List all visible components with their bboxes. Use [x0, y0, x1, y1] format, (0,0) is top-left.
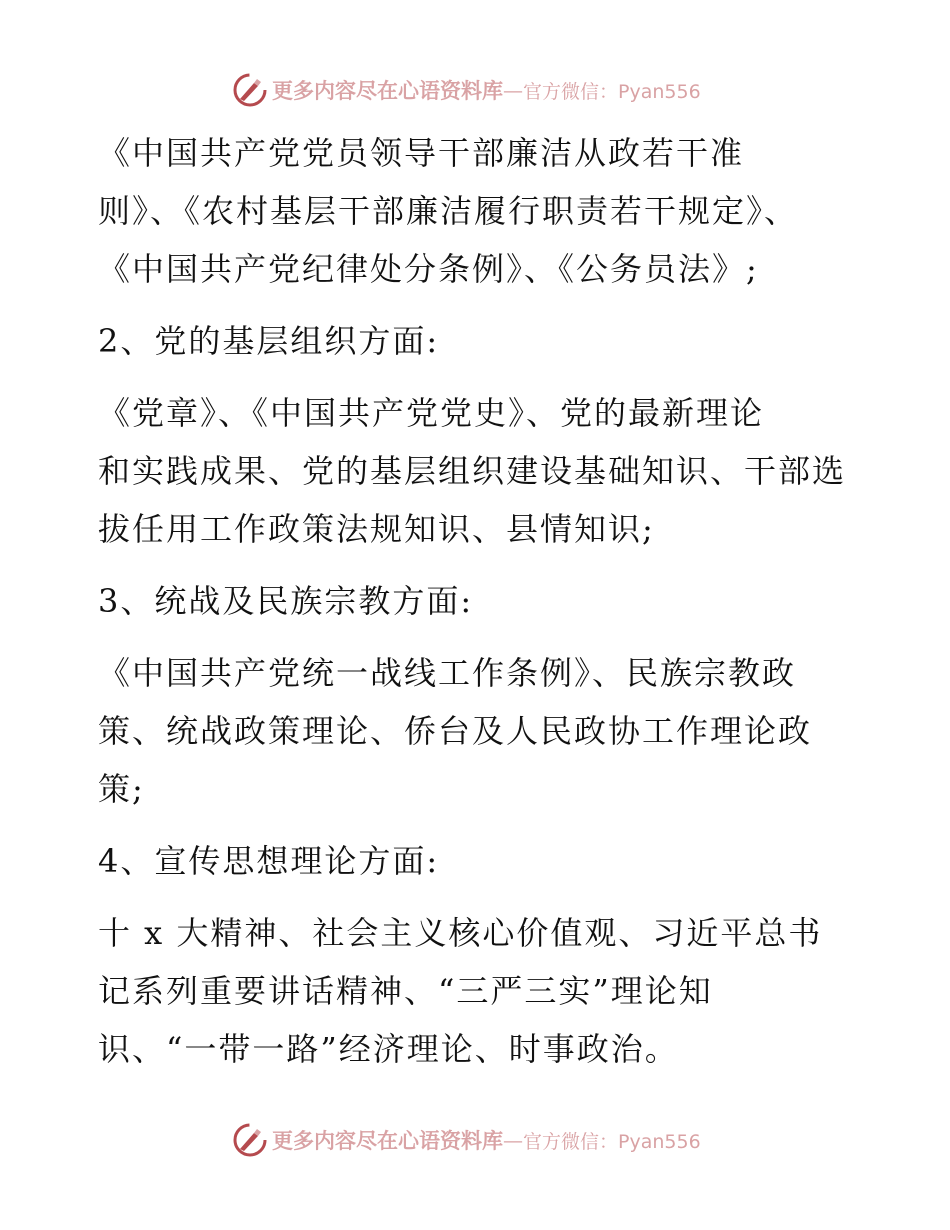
- paragraph-party-organization: [98, 384, 898, 558]
- heading-text: 2、党的基层组织方面:: [98, 322, 440, 360]
- text-line: 《中国共产党纪律处分条例》、《公务员法》;: [98, 250, 759, 288]
- text-line: 《党章》、《中国共产党党史》、党的最新理论: [98, 394, 765, 432]
- watermark-footer: [232, 1118, 701, 1162]
- document-body: [98, 124, 898, 1078]
- watermark-sub-text: 官方微信：Pyan556: [523, 80, 701, 103]
- heading-text: 4、宣传思想理论方面:: [98, 842, 440, 880]
- pen-logo-icon: [232, 1122, 268, 1158]
- text-line: 策、统战政策理论、侨台及人民政协工作理论政: [98, 712, 813, 750]
- paragraph-regulations: [98, 124, 898, 298]
- text-line: 《中国共产党党员领导干部廉洁从政若干准: [98, 134, 745, 172]
- watermark-dash: —: [503, 78, 523, 102]
- paragraph-propaganda: [98, 904, 898, 1078]
- text-line: 则》、《农村基层干部廉洁履行职责若干规定》、: [98, 192, 799, 230]
- watermark-dash: —: [503, 1128, 523, 1152]
- paragraph-united-front: [98, 644, 898, 818]
- text-line: 记系列重要讲话精神、“三严三实”理论知: [98, 972, 713, 1010]
- section-heading-party-organization: [98, 312, 898, 370]
- watermark-sub-text: 官方微信：Pyan556: [523, 1130, 701, 1153]
- text-line: 策;: [98, 770, 145, 808]
- watermark-main-text: 更多内容尽在心语资料库: [272, 1128, 503, 1153]
- text-line: 拔任用工作政策法规知识、县情知识;: [98, 510, 655, 548]
- text-line: 《中国共产党统一战线工作条例》、民族宗教政: [98, 654, 797, 692]
- pen-logo-icon: [232, 72, 268, 108]
- section-heading-united-front: [98, 572, 898, 630]
- text-line: 识、“一带一路”经济理论、时事政治。: [98, 1030, 679, 1068]
- watermark-header: [232, 68, 701, 112]
- heading-text: 3、统战及民族宗教方面:: [98, 582, 474, 620]
- section-heading-propaganda: [98, 832, 898, 890]
- text-line: 十 x 大精神、社会主义核心价值观、习近平总书: [98, 914, 823, 952]
- text-line: 和实践成果、党的基层组织建设基础知识、干部选: [98, 452, 847, 490]
- watermark-main-text: 更多内容尽在心语资料库: [272, 78, 503, 103]
